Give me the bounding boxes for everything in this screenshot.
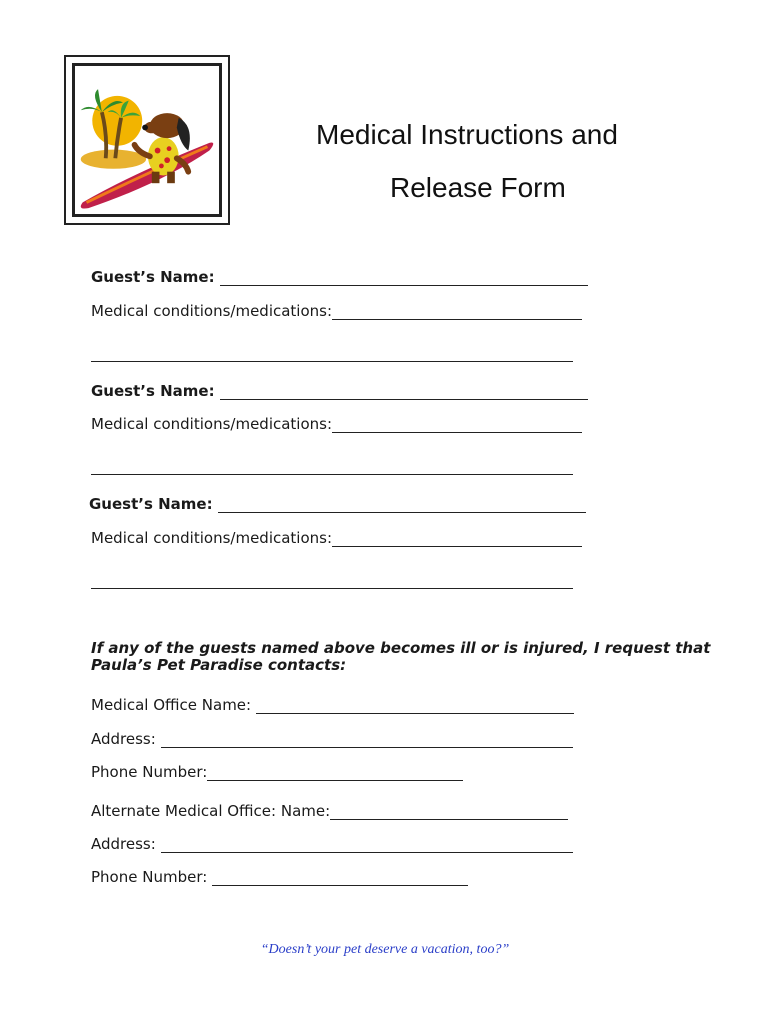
alternate-phone-field[interactable] — [212, 871, 468, 886]
alternate-office-label: Alternate Medical Office: Name: — [91, 802, 331, 820]
conditions-label: Medical conditions/medications: — [91, 529, 333, 547]
form-title-line2: Release Form — [390, 172, 566, 203]
tagline: “Doesn’t your pet deserve a vacation, too?” — [260, 942, 510, 957]
conditions-extra-field[interactable] — [91, 574, 573, 589]
guest-name-label: Guest’s Name: — [89, 495, 218, 513]
phone-field[interactable] — [207, 766, 463, 781]
logo-frame — [64, 55, 230, 225]
conditions-label: Medical conditions/medications: — [91, 415, 333, 433]
guest-1-name-row — [91, 268, 588, 286]
guest-2-conditions-extra-row — [91, 457, 573, 475]
guest-name-field[interactable] — [220, 385, 588, 400]
medical-office-label: Medical Office Name: — [91, 696, 256, 714]
address-row — [91, 730, 573, 748]
guest-2-conditions-row — [91, 415, 582, 433]
alternate-address-row — [91, 835, 573, 853]
conditions-extra-field[interactable] — [91, 347, 573, 362]
phone-label: Phone Number: — [91, 868, 213, 886]
guest-3-conditions-row — [91, 529, 582, 547]
guest-1-conditions-extra-row — [91, 344, 573, 362]
conditions-field[interactable] — [332, 532, 582, 547]
conditions-field[interactable] — [332, 305, 582, 320]
phone-label: Phone Number: — [91, 763, 208, 781]
contact-request-text: If any of the guests named above becomes ill or is injured, I request that Paula’s Pet Paradise contacts: — [91, 639, 711, 674]
guest-name-field[interactable] — [218, 498, 586, 513]
address-label: Address: — [91, 730, 161, 748]
phone-row — [91, 763, 463, 781]
address-label: Address: — [91, 835, 161, 853]
alternate-phone-row — [91, 868, 468, 886]
conditions-label: Medical conditions/medications: — [91, 302, 333, 320]
alternate-address-field[interactable] — [161, 838, 573, 853]
guest-name-label: Guest’s Name: — [91, 382, 220, 400]
guest-2-name-row — [91, 382, 588, 400]
surfing-dog-icon — [75, 66, 219, 214]
guest-1-conditions-row — [91, 302, 582, 320]
guest-name-label: Guest’s Name: — [91, 268, 220, 286]
alternate-office-field[interactable] — [330, 805, 568, 820]
medical-office-field[interactable] — [256, 699, 574, 714]
form-title-line1: Medical Instructions and — [316, 119, 618, 150]
medical-office-row — [91, 696, 574, 714]
guest-name-field[interactable] — [220, 271, 588, 286]
guest-3-conditions-extra-row — [91, 571, 573, 589]
conditions-field[interactable] — [332, 418, 582, 433]
address-field[interactable] — [161, 733, 573, 748]
alternate-office-row — [91, 802, 568, 820]
conditions-extra-field[interactable] — [91, 460, 573, 475]
guest-3-name-row — [89, 495, 586, 513]
